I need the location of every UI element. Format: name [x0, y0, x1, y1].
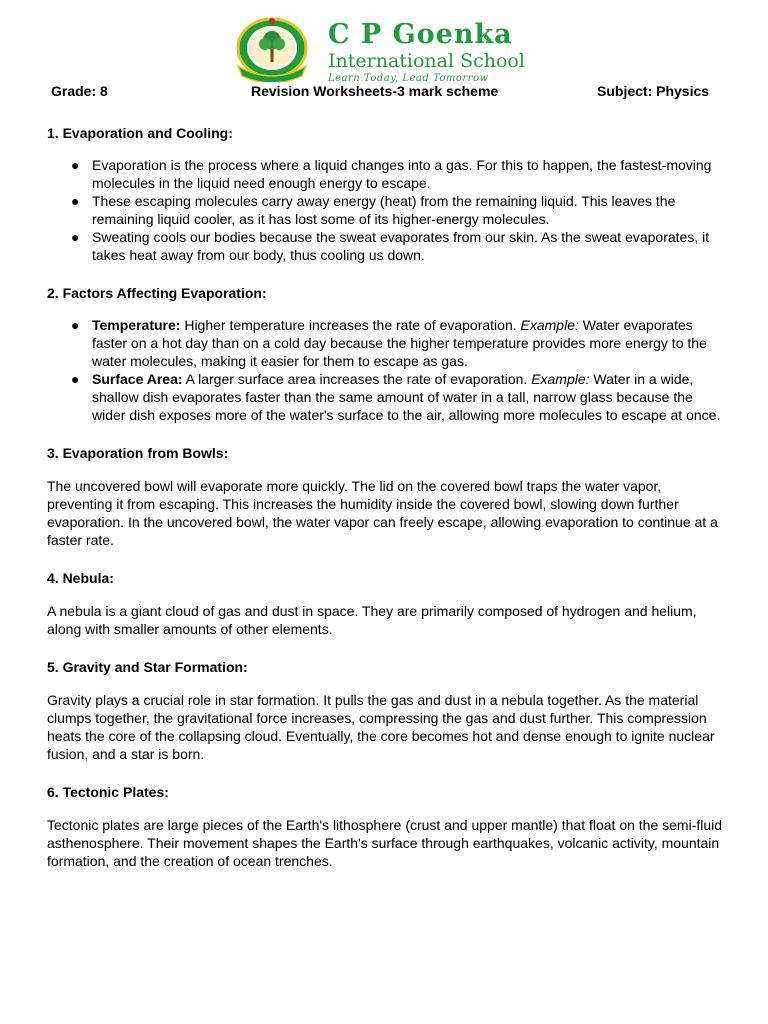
- bullet-list: [47, 156, 727, 264]
- grade-label: Grade: 8: [51, 83, 108, 99]
- bullet-text: Sweating cools our bodies because the sweat evaporates from our skin. As the sweat evaporates, it takes heat away from our body, thus cooling us down.: [92, 229, 710, 263]
- section-title: 2. Factors Affecting Evaporation:: [47, 285, 267, 301]
- factor-term: Temperature:: [92, 317, 181, 333]
- bullet-text: Evaporation is the process where a liquid changes into a gas. For this to happen, the fastest-moving molecules in the liquid need enough energy to escape.: [92, 157, 712, 191]
- bullet-text: Higher temperature increases the rate of evaporation.: [180, 317, 521, 333]
- example-text: Water in a wide, shallow dish evaporates faster than the same amount of water in a tall, narrow glass because the wider dish exposes more of the water's surface to the air, allowing more molecules to escape at once.: [92, 371, 721, 423]
- bullet-dot-icon: ●: [71, 371, 80, 387]
- list-item: [47, 156, 727, 192]
- section-title: 5. Gravity and Star Formation:: [47, 659, 248, 675]
- section-paragraph: The uncovered bowl will evaporate more quickly. The lid on the covered bowl traps the water vapor, preventing it from escaping. This increases the humidity inside the covered bowl, slowing down further evaporation. In the uncovered bowl, the water vapor can freely escape, allowing evaporation to continue at a faster rate.: [47, 478, 718, 548]
- document-title: Revision Worksheets-3 mark scheme: [251, 83, 499, 99]
- section-title: 1. Evaporation and Cooling:: [47, 125, 233, 141]
- school-name: [328, 20, 558, 86]
- answer-content: [47, 124, 727, 870]
- section-title: 3. Evaporation from Bowls:: [47, 445, 229, 461]
- example-text: Water evaporates faster on a hot day than on a cold day because the higher temperature provides more energy to the water molecules, making it easier for them to escape as gas.: [92, 317, 707, 369]
- example-label: Example:: [531, 371, 590, 387]
- school-header: [228, 16, 548, 82]
- section-paragraph: Gravity plays a crucial role in star formation. It pulls the gas and dust in a nebula together. As the material clumps together, the gravitational force increases, compressing the gas and dust further. This compression heats the core of the collapsing cloud. Eventually, the core becomes hot and dense enough to ignite nuclear fusion, and a star is born.: [47, 692, 715, 762]
- bullet-list: [47, 316, 727, 424]
- section-paragraph: Tectonic plates are large pieces of the Earth's lithosphere (crust and upper mantle) that float on the semi-fluid asthenosphere. Their movement shapes the Earth's surface through earthquakes, volcanic activity, mountain formation, and the creation of ocean trenches.: [47, 817, 723, 869]
- bullet-text: These escaping molecules carry away energy (heat) from the remaining liquid. This leaves the remaining liquid cooler, as it has lost some of its higher-energy molecules.: [92, 193, 676, 227]
- bullet-dot-icon: ●: [71, 193, 80, 209]
- school-name-line2: International School: [328, 50, 525, 72]
- school-crest-icon: [228, 16, 312, 82]
- subject-label: Subject: Physics: [597, 83, 710, 99]
- section-paragraph: A nebula is a giant cloud of gas and dust in space. They are primarily composed of hydrogen and helium, along with smaller amounts of other elements.: [47, 603, 697, 637]
- section-title: 4. Nebula:: [47, 570, 114, 586]
- bullet-dot-icon: ●: [71, 157, 80, 173]
- worksheet-meta-row: [0, 83, 768, 103]
- school-name-line1: C P Goenka: [328, 19, 513, 50]
- bullet-text: A larger surface area increases the rate of evaporation.: [182, 371, 532, 387]
- factor-term: Surface Area:: [92, 371, 183, 387]
- school-tagline: Learn Today, Lead Tomorrow: [328, 73, 489, 84]
- list-item: [47, 370, 727, 424]
- bullet-dot-icon: ●: [71, 317, 80, 333]
- list-item: [47, 192, 727, 228]
- list-item: [47, 316, 727, 370]
- bullet-dot-icon: ●: [71, 229, 80, 245]
- example-label: Example:: [520, 317, 579, 333]
- list-item: [47, 228, 727, 264]
- section-title: 6. Tectonic Plates:: [47, 784, 169, 800]
